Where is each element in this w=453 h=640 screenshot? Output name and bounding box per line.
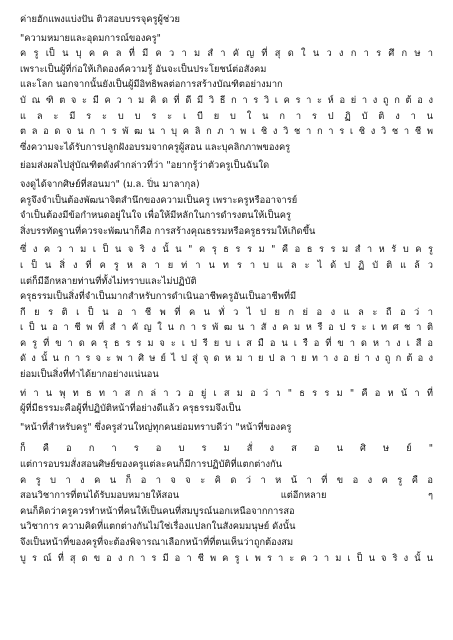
body-line: จงดูได้จากศิษย์ที่สอนมา" (ม.ล. ปิ่น มาลากุล) (20, 178, 200, 190)
body-line: จําเป็นต้องมีข้อกําหนดอยู่ในใจ เพื่อให้มีหลักในการดํารงตนให้เป็นครู (20, 210, 291, 222)
body-line: ผู้ที่มีธรรมะคือผู้ที่ปฏิบัติหน้าที่อย่างดีแล้ว ครุธรรมจึงเป็น (20, 403, 241, 415)
body-line: เ ป็ น สิ่ ง ที่ ค รู ห ล า ย ท่ า น ท ร า บ แ ล ะ ไ ด้ ป ฏิ บั ติ แ ล้ ว (20, 259, 433, 271)
body-line: สอนวิชาการที่ตนได้รับมอบหมายให้สอน แต่อีกหลาย ๆ (20, 490, 433, 502)
body-line: ค รู บ า ง ค น ก็ อ า จ จ ะ คิ ด ว่ า ห น้ า ที่ ข อ ง ค รู คื อ (20, 474, 433, 486)
body-line: และโลก นอกจากนั้นยังเป็นผู้มีอิทธิพลต่อการสร้างบัณฑิตอย่างมาก (20, 79, 283, 91)
body-line: ค รู เป็ น บุ ค ค ล ที่ มี ค ว า ม สํ า คั ญ ที่ สุ ด ใ น ว ง ก า ร ศึ ก ษ า (20, 48, 433, 60)
body-line: บู ร ณ์ ที่ สุ ด ข อ ง ก า ร มี อ า ชี พ ค รู เ พ ร า ะ ค ว า ม เ ป็ น จ ริ ง นั้ น (20, 552, 433, 564)
body-line: บั ณ ฑิ ต จ ะ มี ค ว า ม คิ ด ที่ ดี มี วิ ธี ก า ร วิ เ ค ร า ะ ห์ อ ย่ า ง ถู ก ต้ อ ง (20, 94, 433, 106)
document-header: ค่ายฮักแพงแบ่งปัน ติวสอบบรรจุครูผู้ช่วย (20, 14, 180, 25)
body-line: แต่ก็มีอีกหลายท่านที่ทั้งไม่ทราบและไม่ปฏิบัติ (20, 275, 197, 287)
body-text (20, 46, 433, 566)
body-line: ต ล อ ด จ น ก า ร พั ฒ น า บุ ค ลิ ก ภ า พ เ ชิ ง วิ ช า ก า ร เ ชิ ง วิ ช า ชี พ (20, 126, 433, 138)
body-line: ค รู ที่ ข า ด ค รุ ธ ร ร ม จ ะ เ ป รี ย บ เ ส มื อ น เ รื อ ที่ ข า ด ห า ง เ สื อ (20, 337, 433, 349)
body-line: ซึ่ ง ค ว า ม เ ป็ น จ ริ ง นั้ น " ค รุ ธ ร ร ม " คื อ ธ ร ร ม สํ า ห รั บ ค รู (20, 244, 433, 256)
body-line: ครูจึงจําเป็นต้องพัฒนาจิตสํานึกของความเป็นครู เพราะครูหรืออาจารย์ (20, 194, 298, 206)
body-line: "หน้าที่สําหรับครู" ซึ่งครูส่วนใหญ่ทุกคนย่อมทราบดีว่า "หน้าที่ของครู (20, 421, 292, 433)
body-line: จึงเป็นหน้าที่ของครูที่จะต้องพิจารณาเลือกหน้าที่ที่ตนเห็นว่าถูกต้องสม (20, 537, 294, 548)
body-line: ครุธรรมเป็นสิ่งที่จําเป็นมากสําหรับการดําเนินอาชีพครูอันเป็นอาชีพที่มี (20, 291, 297, 303)
body-line: แ ล ะ มี ร ะ บ บ ร ะ เ บี ย บ ใ น ก า ร ป ฏิ บั ติ ง า น (20, 110, 433, 122)
body-line: ย่อมเป็นสิ่งที่ทําได้ยากอย่างแน่นอน (20, 369, 159, 381)
body-line: ก็ คื อ ก า ร อ บ ร ม สั่ ง ส อ น ศิ ษ ย์ " (20, 443, 433, 455)
body-line: ย่อมส่งผลไปสู่บัณฑิตดังคํากล่าวที่ว่า "อยากรู้ว่าตัวครูเป็นฉันใด (20, 160, 270, 172)
body-line: เ ป็ น อ า ชี พ ที่ สํ า คั ญ ใ น ก า ร พั ฒ น า สั ง ค ม ห รื อ ป ร ะ เ ท ศ ช า ติ (20, 322, 433, 334)
body-line: คนก็คิดว่าครูควรทําหน้าที่คนให้เป็นคนที่สมบูรณ์นอกเหนือจากการสอ (20, 505, 295, 517)
body-line: ดั ง นั้ น ก า ร จ ะ พ า ศิ ษ ย์ ไ ป สู่ จุ ด ห ม า ย ป ล า ย ท า ง อ ย่ า ง ถู ก ต้ อ ง (20, 353, 433, 365)
body-line: สิ่งบรรทัดฐานที่ควรจะพัฒนาก็คือ การสร้างคุณธรรมหรือครูธรรมให้เกิดขึ้น (20, 225, 316, 237)
body-line: แต่การอบรมสั่งสอนศิษย์ของครูแต่ละคนก็มีการปฏิบัติที่แตกต่างกัน (20, 459, 283, 471)
body-line: นวิชาการ ความคิดที่แตกต่างกันไม่ใช่เรื่องแปลกในสังคมมนุษย์ ดังนั้น (20, 521, 296, 533)
body-line: เพราะเป็นผู้ที่ก่อให้เกิดองค์ความรู้ อันจะเป็นประโยชน์ต่อสังคม (20, 63, 267, 75)
body-line: ท่ า น พุ ท ธ ท า ส ก ล่ า ว อ ยู่ เ ส ม อ ว่ า " ธ ร ร ม " คื อ ห น้ า ที่ (20, 387, 433, 399)
body-line: ซึ่งความจะได้รับการปลูกฝังอบรมจากครูผู้สอน และบุคลิกภาพของครู (20, 141, 291, 153)
section-title: "ความหมายและอุดมการณ์ของครู" (20, 32, 161, 44)
body-line: กี ย ร ติ เ ป็ น อ า ชี พ ที่ ค น ทั่ ว ไ ป ย ก ย่ อ ง แ ล ะ ถื อ ว่ า (20, 306, 433, 318)
